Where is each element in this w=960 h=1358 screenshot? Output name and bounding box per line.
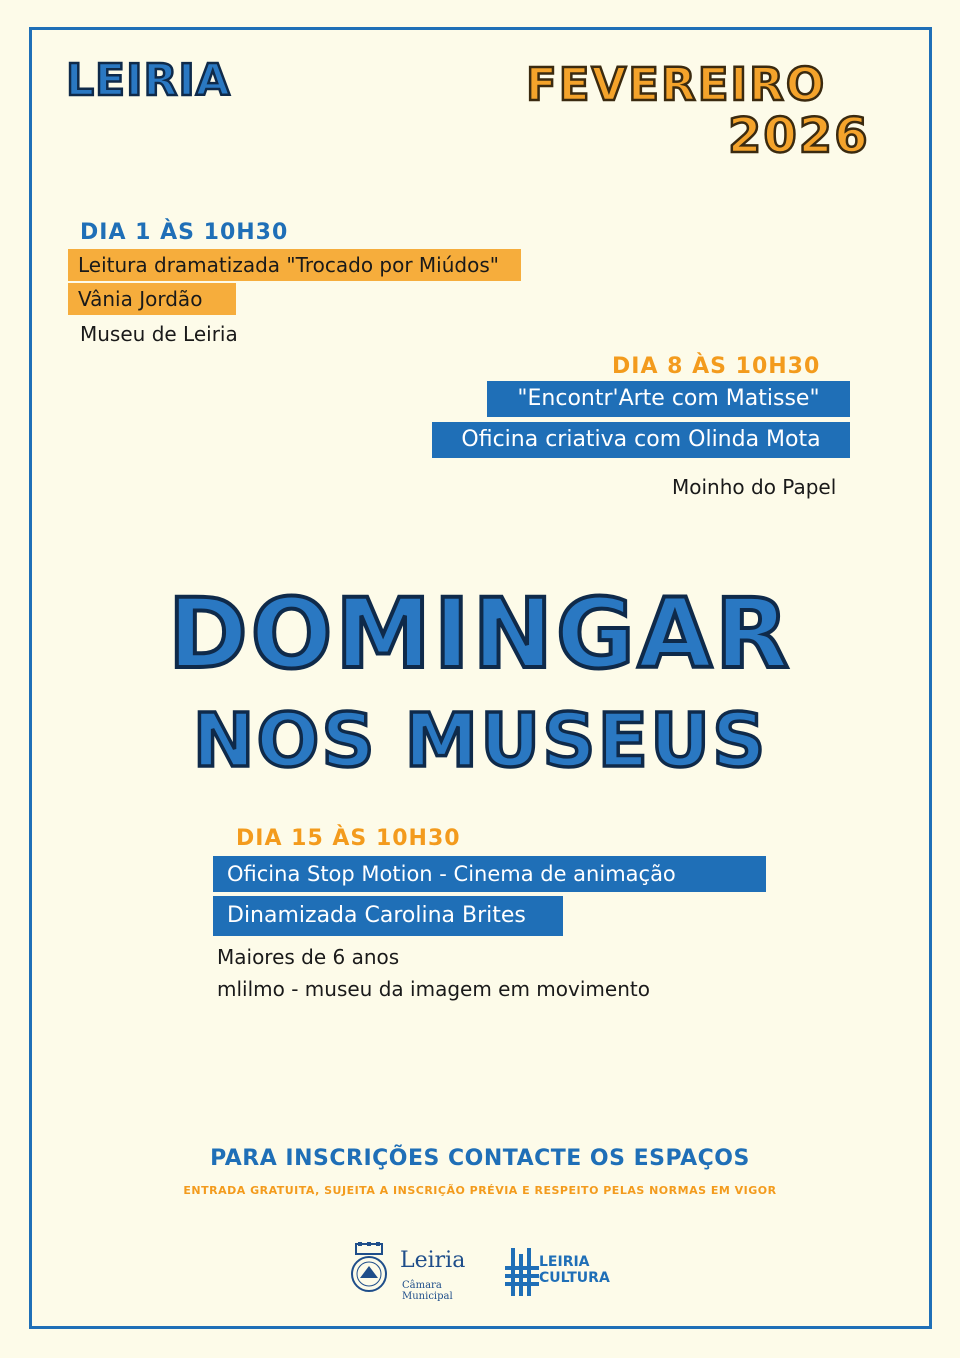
municipal-name: Leiria [400, 1248, 466, 1273]
event2-day: DIA 8 ÀS 10H30 [612, 354, 821, 379]
crest-icon [346, 1242, 392, 1294]
event1-place: Museu de Leiria [80, 322, 238, 346]
event1-title: Leitura dramatizada "Trocado por Miúdos" [68, 249, 521, 281]
event2-place: Moinho do Papel [672, 475, 837, 499]
headline-line2: NOS MUSEUS [192, 698, 768, 784]
event3-day: DIA 15 ÀS 10H30 [236, 826, 461, 851]
cultura-line1: LEIRIA [539, 1254, 590, 1270]
municipal-sub: Câmara Municipal [402, 1280, 453, 1302]
leiria-cultura-logo [505, 1248, 635, 1298]
event2-subtitle: Oficina criativa com Olinda Mota [432, 422, 850, 458]
contact-heading: PARA INSCRIÇÕES CONTACTE OS ESPAÇOS [210, 1146, 750, 1171]
event3-person: Dinamizada Carolina Brites [213, 896, 563, 936]
cultura-line2: CULTURA [539, 1270, 610, 1286]
headline-line1: DOMINGAR [168, 578, 792, 690]
event1-person: Vânia Jordão [68, 283, 236, 315]
city-title: LEIRIA [66, 55, 231, 106]
cultura-mark-icon [505, 1248, 541, 1296]
entry-note: ENTRADA GRATUITA, SUJEITA A INSCRIÇÃO PRÉVIA E RESPEITO PELAS NORMAS EM VIGOR [183, 1184, 777, 1197]
event1-day: DIA 1 ÀS 10H30 [80, 220, 289, 245]
year-title: 2026 [728, 108, 870, 164]
event3-title: Oficina Stop Motion - Cinema de animação [213, 856, 766, 892]
event3-place: mlilmo - museu da imagem em movimento [217, 977, 650, 1001]
camara-municipal-logo [346, 1242, 486, 1302]
event3-age: Maiores de 6 anos [217, 945, 400, 969]
event2-title: "Encontr'Arte com Matisse" [487, 381, 850, 417]
month-title: FEVEREIRO [526, 58, 827, 111]
